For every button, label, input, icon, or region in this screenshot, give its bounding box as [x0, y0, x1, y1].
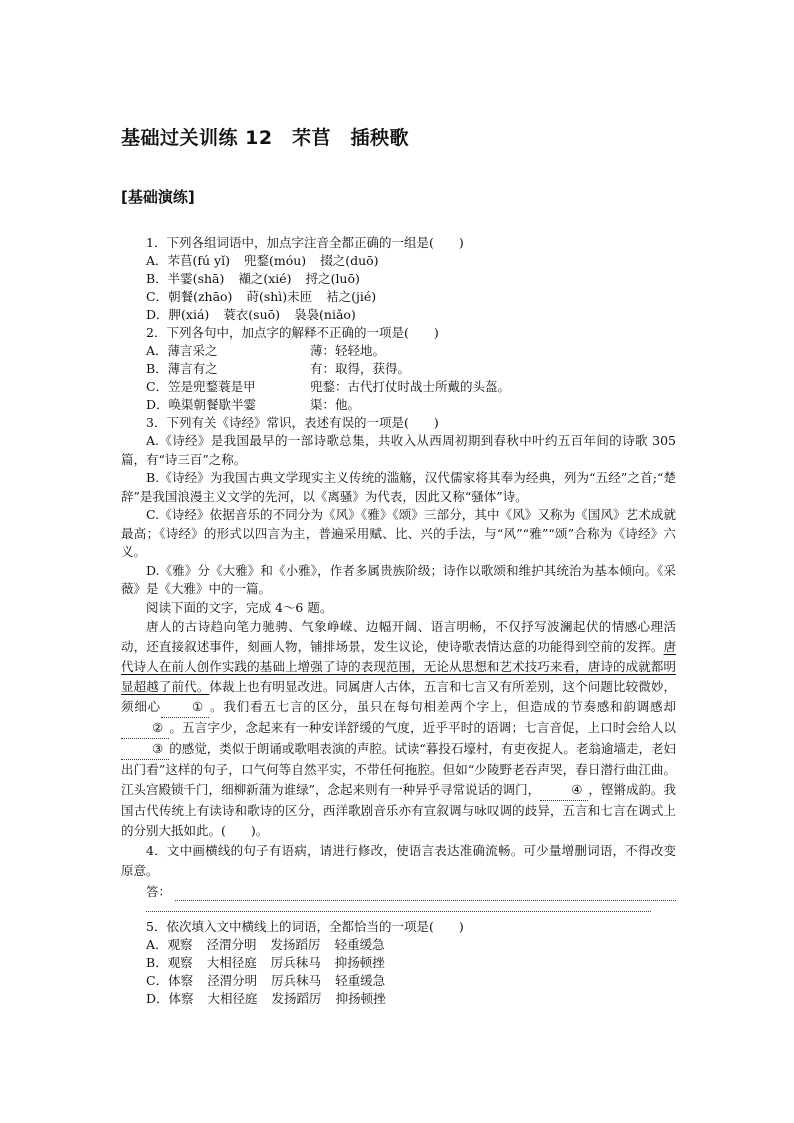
passage-text: 体裁上也有明显改进。同属唐人古体，五言和七言又有所差别，这个问题比较微妙，须细心 [121, 678, 676, 714]
answer-line-2[interactable] [146, 901, 651, 912]
reading-passage [121, 617, 676, 841]
q5-option-b[interactable] [121, 954, 676, 972]
passage-text: 。五言字少，念起来有一种安详舒缓的气度，近乎平时的语调；七言音促，上口时会给人以 [169, 719, 676, 735]
q5-option-d[interactable] [121, 990, 676, 1008]
option-part: 大相径庭 [207, 990, 258, 1006]
passage-text: 。我们看五七言的区分，虽只在每句相差两个字上，但造成的节奏感和韵调感却 [209, 698, 676, 714]
option-part: 轻重缓急 [335, 972, 386, 988]
option-part: C．体察 [146, 972, 194, 988]
option-explanation: 渠：他。 [310, 397, 361, 412]
option-part: C．朝餐(zhāo) [146, 289, 233, 304]
option-part: 捋之(luō) [305, 271, 360, 286]
passage-text: 的感觉，类似于朗诵或歌唱表演的声腔。试读“暮投石壕村，有吏夜捉人。老翁逾墙走，老妇出门看”这样的句子，口气何等自然平实，不带任何拖腔。但如“少陵野老吞声哭，春日潜行曲江曲。江头宫殿锁千门，细柳新蒲为谁绿”，念起来则有一种异乎寻常说话的调门， [121, 740, 676, 797]
option-part: B．观察 [146, 954, 193, 970]
option-part: D．体察 [146, 990, 194, 1006]
passage-text: ，铿锵成韵。我国古代传统上有读诗和歌诗的区分，西洋歌剧音乐亦有宣叙调与咏叹调的歧异，五言和七言在调式上的分别大抵如此。( )。 [121, 781, 676, 838]
option-sentence: A．薄言采之 [146, 343, 218, 358]
q4-answer-row[interactable] [121, 881, 676, 901]
option-part: 兜鍪(móu) [244, 253, 307, 268]
option-explanation: 兜鍪：古代打仗时战士所戴的头盔。 [310, 379, 511, 394]
option-part: 袅袅(niǎo) [294, 307, 356, 322]
q3-option-c[interactable]: C.《诗经》依据音乐的不同分为《风》《雅》《颂》三部分，其中《风》又称为《国风》艺术成就最高；《诗经》的形式以四言为主，普遍采用赋、比、兴的手法，与“风”“雅”“颂”合称为《诗经》六义。 [121, 507, 676, 559]
option-explanation: 有：取得，获得。 [310, 361, 411, 376]
q3-option-a[interactable]: A.《诗经》是我国最早的一部诗歌总集，共收入从西周初期到春秋中叶约五百年间的诗歌 305 篇，有“诗三百”之称。 [121, 433, 676, 467]
question-4-stem: 4．文中画横线的句子有语病，请进行修改，使语言表达准确流畅。可少量增删词语，不得改变原意。 [121, 842, 676, 878]
answer-label: 答： [146, 883, 172, 899]
option-part: A．芣苢(fú yǐ) [146, 253, 230, 268]
blank-3[interactable]: ③ [121, 739, 169, 760]
q1-option-c[interactable] [121, 288, 676, 306]
underlined-sentence: 唐代诗人在前人创作实践的基础上增强了诗的表现范围，无论从思想和艺术技巧来看，唐诗的成就都明显超越了前代。 [121, 638, 676, 694]
option-part: 泾渭分明 [206, 936, 257, 952]
option-part: 抑扬顿挫 [334, 954, 385, 970]
q2-option-b[interactable] [121, 360, 676, 378]
option-part: 袺之(jié) [326, 289, 377, 304]
option-part: 发扬蹈厉 [271, 990, 322, 1006]
option-part: A．观察 [146, 936, 193, 952]
option-part: 莳(shì)未匝 [246, 289, 313, 304]
q2-option-a[interactable] [121, 342, 676, 360]
option-part: 抑扬顿挫 [335, 990, 386, 1006]
reading-intro: 阅读下面的文字，完成 4～6 题。 [146, 599, 333, 615]
option-sentence: D．唤渠朝餐歇半霎 [146, 397, 257, 412]
option-part: 轻重缓急 [334, 936, 385, 952]
option-part: D．胛(xiá) [146, 307, 210, 322]
page-title: 基础过关训练 12 芣苢 插秧歌 [121, 127, 410, 149]
q2-option-d[interactable] [121, 396, 676, 414]
option-explanation: 薄：轻轻地。 [310, 343, 386, 358]
section-heading: [基础演练] [121, 188, 195, 206]
q5-option-c[interactable] [121, 972, 676, 990]
exercise-body [121, 234, 676, 1008]
option-part: 厉兵秣马 [270, 954, 321, 970]
option-part: B．半霎(shā) [146, 271, 225, 286]
passage-text: 唐人的古诗趋向笔力驰骋、气象峥嵘、边幅开阔、语言明畅，不仅抒写波澜起伏的情感心理活动，还直接叙述事件，刻画人物，铺排场景，发生议论，使诗歌表情达意的功能得到空前的发挥。 [121, 618, 676, 654]
q1-option-b[interactable] [121, 270, 676, 288]
q5-option-a[interactable] [121, 936, 676, 954]
q2-option-c[interactable] [121, 378, 676, 396]
answer-line[interactable] [175, 888, 676, 901]
option-part: 掇之(duō) [320, 253, 379, 268]
option-sentence: C．笠是兜鍪蓑是甲 [146, 379, 256, 394]
blank-2[interactable]: ② [121, 718, 169, 739]
question-3-stem: 3．下列有关《诗经》常识，表述有误的一项是( ) [146, 415, 439, 430]
q1-option-d[interactable] [121, 306, 676, 324]
option-part: 大相径庭 [206, 954, 257, 970]
question-1-stem: 1．下列各组词语中，加点字注音全都正确的一组是( ) [146, 235, 464, 250]
question-2-stem: 2．下列各句中，加点字的解释不正确的一项是( ) [146, 325, 439, 340]
option-sentence: B．薄言有之 [146, 361, 218, 376]
option-part: 厉兵秣马 [271, 972, 322, 988]
blank-1[interactable]: ① [161, 697, 209, 718]
option-part: 泾渭分明 [207, 972, 258, 988]
question-5-stem: 5．依次填入文中横线上的词语，全都恰当的一项是( ) [146, 918, 464, 934]
q3-option-b[interactable]: B.《诗经》为我国古典文学现实主义传统的滥觞，汉代儒家将其奉为经典，列为“五经”之首;“楚辞”是我国浪漫主义文学的先河，以《离骚》为代表，因此又称“骚体”诗。 [121, 470, 676, 504]
q3-option-d[interactable]: D.《雅》分《大雅》和《小雅》，作者多属贵族阶级；诗作以歌颂和维护其统治为基本倾向。《采薇》是《大雅》中的一篇。 [121, 562, 676, 596]
blank-4[interactable]: ④ [540, 780, 588, 801]
q1-option-a[interactable] [121, 252, 676, 270]
option-part: 襭之(xié) [238, 271, 292, 286]
option-part: 发扬蹈厉 [270, 936, 321, 952]
option-part: 蓑衣(suō) [223, 307, 281, 322]
